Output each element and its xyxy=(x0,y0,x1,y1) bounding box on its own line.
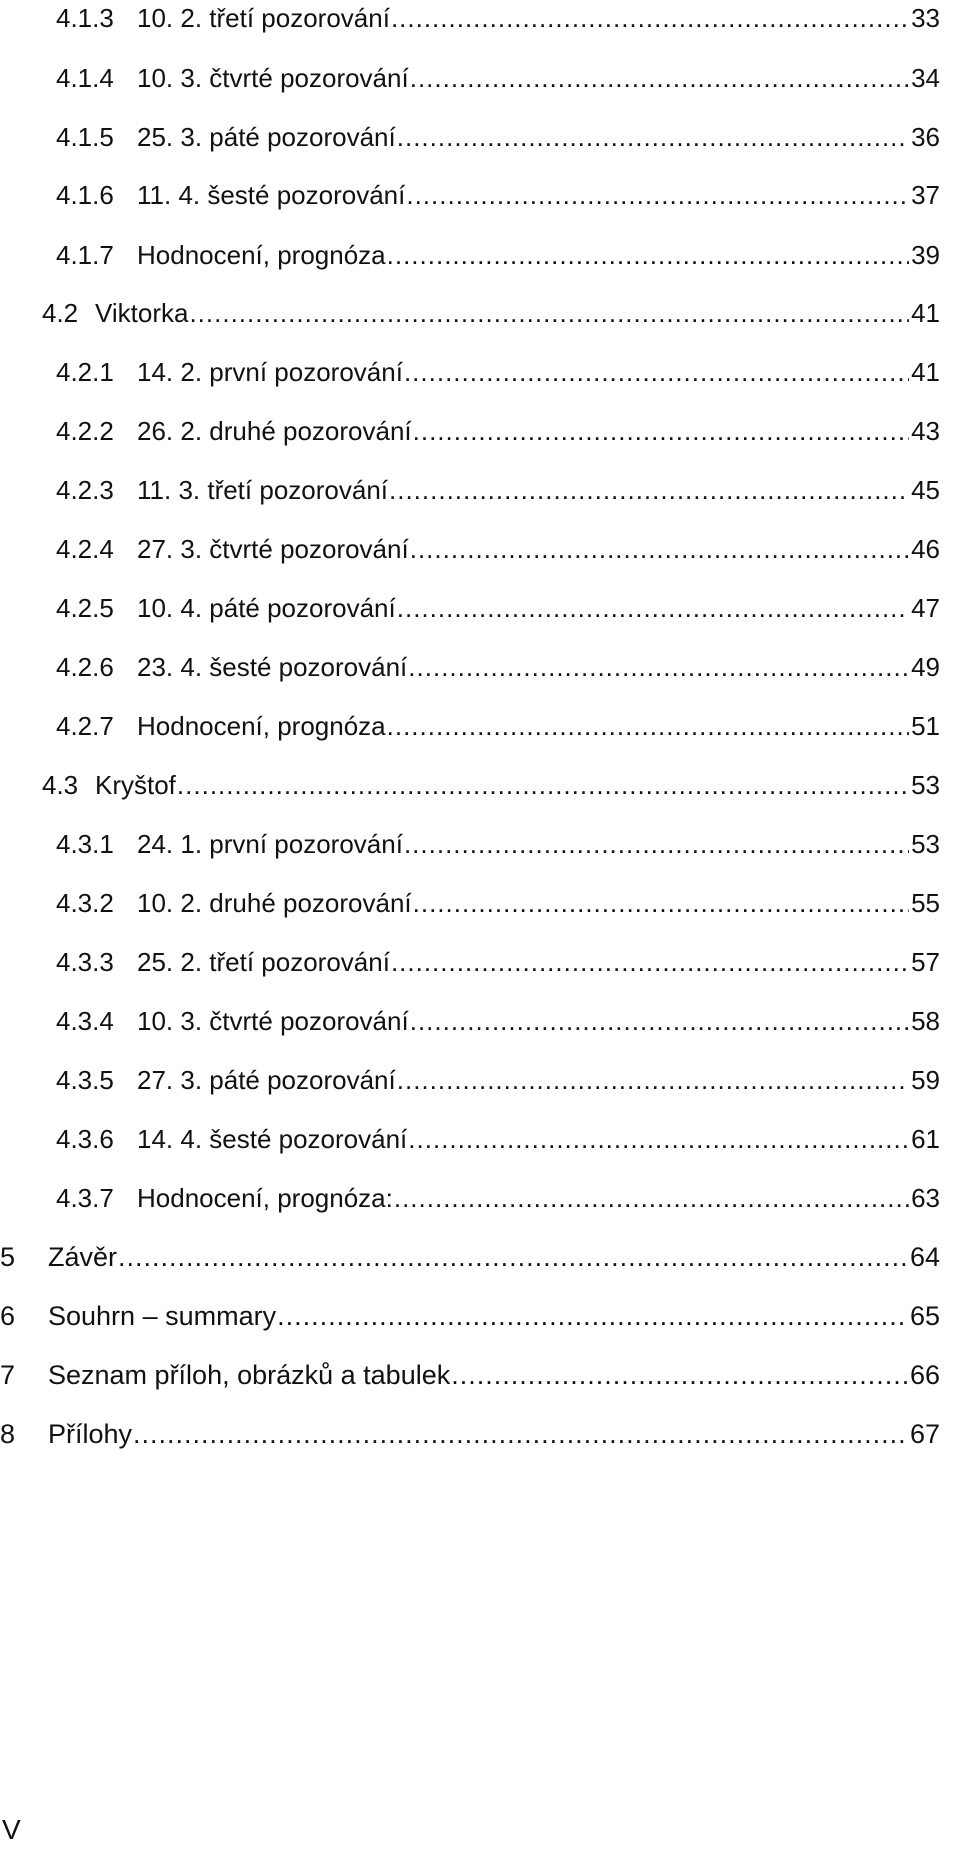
toc-entry-number: 4.1.6 xyxy=(56,180,114,210)
toc-entry-number: 4.1.4 xyxy=(56,63,114,93)
dot-leader xyxy=(118,1237,908,1277)
toc-entry-4-3-4[interactable] xyxy=(56,1001,940,1041)
toc-entry-title: 14. 2. první pozorování xyxy=(137,357,403,387)
dot-leader xyxy=(397,117,909,157)
toc-entry-number: 4.3.4 xyxy=(56,1006,114,1036)
toc-entry-number: 4.3.5 xyxy=(56,1065,114,1095)
toc-entry-4-1-4[interactable] xyxy=(56,58,940,98)
toc-entry-number: 4.2.5 xyxy=(56,593,114,623)
dot-leader xyxy=(277,1296,908,1336)
dot-leader xyxy=(177,765,909,805)
toc-entry-title: 10. 3. čtvrté pozorování xyxy=(137,1006,409,1036)
toc-entry-title: 10. 2. třetí pozorování xyxy=(137,3,390,33)
toc-entry-title: 10. 2. druhé pozorování xyxy=(137,888,412,918)
toc-entry-number: 4.2.2 xyxy=(56,416,114,446)
dot-leader xyxy=(410,529,909,569)
toc-entry-page: 55 xyxy=(911,888,940,918)
dot-leader xyxy=(408,1119,909,1159)
dot-leader xyxy=(397,1060,909,1100)
toc-entry-4-1-5[interactable] xyxy=(56,117,940,157)
dot-leader xyxy=(387,706,909,746)
toc-entry-page: 57 xyxy=(911,947,940,977)
toc-entry-title: 25. 3. páté pozorování xyxy=(137,122,396,152)
toc-entry-number: 7 xyxy=(0,1360,16,1390)
dot-leader xyxy=(413,883,909,923)
toc-entry-4-3-5[interactable] xyxy=(56,1060,940,1100)
dot-leader xyxy=(410,1001,909,1041)
toc-entry-title: Souhrn – summary xyxy=(48,1301,277,1331)
toc-entry-title: 27. 3. čtvrté pozorování xyxy=(137,534,409,564)
toc-entry-number: 5 xyxy=(0,1242,16,1272)
toc-entry-4-2-5[interactable] xyxy=(56,588,940,628)
toc-entry-4-2-6[interactable] xyxy=(56,647,940,687)
toc-entry-number: 4.2.6 xyxy=(56,652,114,682)
toc-entry-page: 58 xyxy=(911,1006,940,1036)
dot-leader xyxy=(404,824,909,864)
toc-entry-number: 4.3.2 xyxy=(56,888,114,918)
toc-entry-4-1-6[interactable] xyxy=(56,175,940,215)
dot-leader xyxy=(391,942,909,982)
toc-entry-title: 10. 3. čtvrté pozorování xyxy=(137,63,409,93)
toc-entry-title: Hodnocení, prognóza xyxy=(137,240,386,270)
toc-entry-number: 4.1.7 xyxy=(56,240,114,270)
toc-entry-4-1-7[interactable] xyxy=(56,235,940,275)
toc-entry-number: 4.3.3 xyxy=(56,947,114,977)
toc-entry-page: 65 xyxy=(909,1301,940,1331)
toc-entry-number: 8 xyxy=(0,1419,16,1449)
toc-entry-number: 4.3.1 xyxy=(56,829,114,859)
toc-entry-number: 4.2.3 xyxy=(56,475,114,505)
toc-entry-number: 4.2.1 xyxy=(56,357,114,387)
toc-entry-4-3-7[interactable] xyxy=(56,1178,940,1218)
toc-entry-4-3[interactable] xyxy=(42,765,940,805)
toc-entry-title: Kryštof xyxy=(95,770,176,800)
toc-entry-page: 49 xyxy=(911,652,940,682)
toc-entry-number: 4.3.7 xyxy=(56,1183,114,1213)
dot-leader xyxy=(404,352,909,392)
toc-entry-4-3-1[interactable] xyxy=(56,824,940,864)
dot-leader xyxy=(397,588,909,628)
toc-entry-4-3-3[interactable] xyxy=(56,942,940,982)
dot-leader xyxy=(389,470,909,510)
toc-entry-page: 36 xyxy=(911,122,940,152)
toc-entry-title: Závěr xyxy=(48,1242,118,1272)
toc-entry-title: 26. 2. druhé pozorování xyxy=(137,416,412,446)
toc-entry-5[interactable] xyxy=(0,1237,940,1277)
dot-leader xyxy=(451,1355,908,1395)
toc-entry-title: 14. 4. šesté pozorování xyxy=(137,1124,408,1154)
toc-entry-title: 23. 4. šesté pozorování xyxy=(137,652,408,682)
toc-entry-page: 61 xyxy=(911,1124,940,1154)
dot-leader xyxy=(189,293,909,333)
toc-entry-number: 4.1.3 xyxy=(56,3,114,33)
toc-entry-title: 11. 4. šesté pozorování xyxy=(137,180,406,210)
toc-entry-number: 4.2 xyxy=(42,298,79,328)
toc-entry-title: 11. 3. třetí pozorování xyxy=(137,475,388,505)
toc-entry-page: 41 xyxy=(911,357,940,387)
toc-entry-title: Viktorka xyxy=(95,298,189,328)
toc-entry-page: 53 xyxy=(911,829,940,859)
toc-entry-title: Seznam příloh, obrázků a tabulek xyxy=(48,1360,451,1390)
dot-leader xyxy=(408,647,909,687)
toc-entry-page: 51 xyxy=(911,711,940,741)
toc-entry-8[interactable] xyxy=(0,1414,940,1454)
toc-entry-page: 45 xyxy=(911,475,940,505)
toc-entry-page: 63 xyxy=(911,1183,940,1213)
toc-entry-page: 33 xyxy=(911,3,940,33)
toc-entry-page: 43 xyxy=(911,416,940,446)
toc-entry-4-2-2[interactable] xyxy=(56,411,940,451)
toc-entry-page: 64 xyxy=(909,1242,940,1272)
toc-entry-4-2-1[interactable] xyxy=(56,352,940,392)
toc-entry-page: 46 xyxy=(911,534,940,564)
dot-leader xyxy=(387,235,909,275)
toc-entry-page: 53 xyxy=(911,770,940,800)
toc-entry-page: 59 xyxy=(911,1065,940,1095)
toc-entry-page: 67 xyxy=(909,1419,940,1449)
toc-entry-page: 41 xyxy=(911,298,940,328)
toc-entry-4-3-2[interactable] xyxy=(56,883,940,923)
dot-leader xyxy=(394,1178,909,1218)
toc-entry-6[interactable] xyxy=(0,1296,940,1336)
toc-entry-page: 37 xyxy=(911,180,940,210)
toc-entry-number: 6 xyxy=(0,1301,16,1331)
toc-entry-title: Přílohy xyxy=(48,1419,133,1449)
dot-leader xyxy=(133,1414,908,1454)
toc-entry-title: Hodnocení, prognóza xyxy=(137,711,386,741)
page-number: V xyxy=(2,1814,21,1845)
toc-entry-page: 47 xyxy=(911,593,940,623)
toc-entry-title: 27. 3. páté pozorování xyxy=(137,1065,396,1095)
toc-entry-title: 25. 2. třetí pozorování xyxy=(137,947,390,977)
toc-entry-number: 4.3.6 xyxy=(56,1124,114,1154)
toc-entry-4-2-3[interactable] xyxy=(56,470,940,510)
toc-entry-page: 39 xyxy=(911,240,940,270)
toc-entry-4-2[interactable] xyxy=(42,293,940,333)
dot-leader xyxy=(406,175,909,215)
toc-entry-number: 4.2.7 xyxy=(56,711,114,741)
toc-entry-page: 66 xyxy=(909,1360,940,1390)
toc-entry-4-1-3[interactable] xyxy=(56,0,940,38)
toc-entry-page: 34 xyxy=(911,63,940,93)
toc-entry-title: Hodnocení, prognóza: xyxy=(137,1183,393,1213)
toc-entry-number: 4.3 xyxy=(42,770,79,800)
dot-leader xyxy=(410,58,909,98)
toc-entry-7[interactable] xyxy=(0,1355,940,1395)
toc-entry-4-3-6[interactable] xyxy=(56,1119,940,1159)
toc-entry-number: 4.2.4 xyxy=(56,534,114,564)
toc-entry-4-2-4[interactable] xyxy=(56,529,940,569)
toc-entry-title: 24. 1. první pozorování xyxy=(137,829,403,859)
toc-entry-4-2-7[interactable] xyxy=(56,706,940,746)
toc-entry-number: 4.1.5 xyxy=(56,122,114,152)
toc-entry-title: 10. 4. páté pozorování xyxy=(137,593,396,623)
dot-leader xyxy=(391,0,909,38)
dot-leader xyxy=(413,411,909,451)
